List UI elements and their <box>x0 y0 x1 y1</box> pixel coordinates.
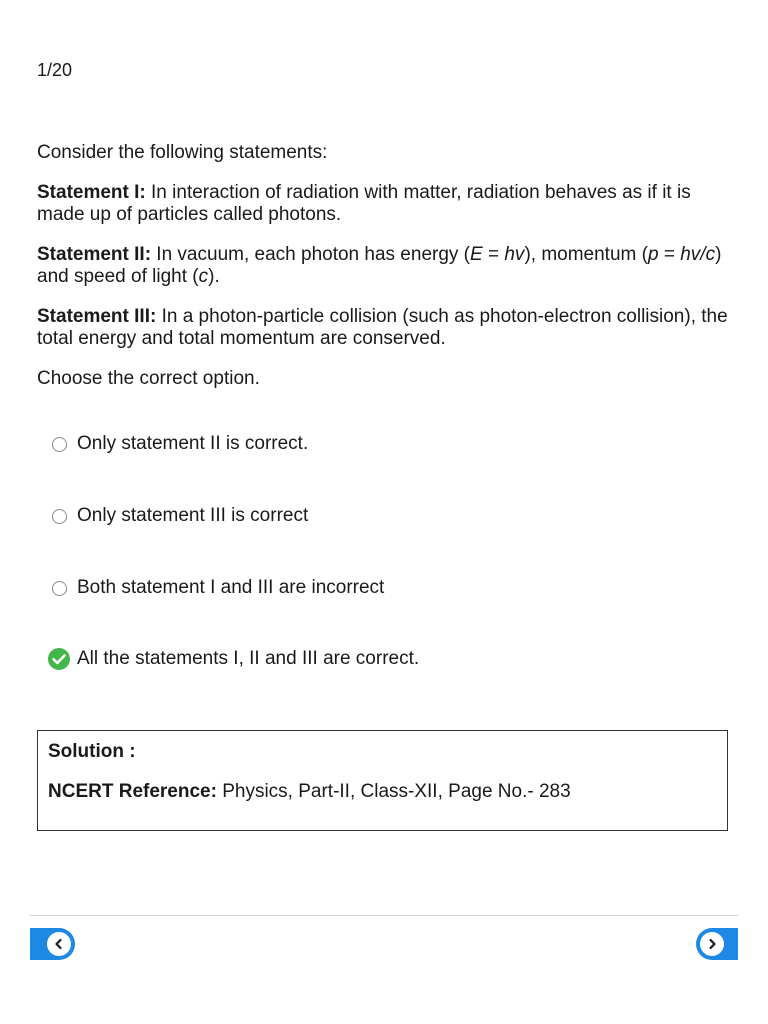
solution-title: Solution : <box>48 741 136 762</box>
symbol-c: c <box>705 244 716 265</box>
ncert-reference <box>48 781 571 803</box>
option-4[interactable] <box>47 647 419 671</box>
symbol-c-2: c <box>198 266 209 287</box>
radio-unselected-icon[interactable] <box>52 581 67 596</box>
option-1[interactable] <box>47 433 308 455</box>
chevron-right-icon[interactable] <box>700 932 724 956</box>
question-prompt: Choose the correct option. <box>37 368 260 389</box>
statement-3-text: In a photon-particle collision (such as photon-electron collision), the total energy and total momentum are conserved. <box>37 306 728 349</box>
check-circle-icon[interactable] <box>47 647 71 671</box>
symbol-hv: hv <box>504 244 525 265</box>
statement-2-text-3: ) and speed of light ( <box>37 244 722 287</box>
symbol-p: p <box>647 244 659 265</box>
symbol-hv-2: hv <box>680 244 701 265</box>
statement-2-text-1: In vacuum, each photon has energy ( <box>151 244 471 265</box>
option-1-label: Only statement II is correct. <box>77 433 309 454</box>
equals-2: = <box>658 244 681 265</box>
option-2[interactable] <box>47 505 308 527</box>
option-2-label: Only statement III is correct <box>77 505 309 526</box>
question-counter: 1/20 <box>37 60 73 80</box>
statement-1 <box>37 182 737 226</box>
radio-unselected-icon[interactable] <box>52 509 67 524</box>
solution-box <box>37 730 728 831</box>
statement-1-text: In interaction of radiation with matter, radiation behaves as if it is made up of particles called photons. <box>37 182 691 225</box>
previous-button[interactable] <box>30 928 75 960</box>
statement-1-label: Statement I: <box>37 182 146 203</box>
symbol-e: E <box>470 244 483 265</box>
footer-divider <box>30 915 738 916</box>
chevron-left-icon[interactable] <box>47 932 71 956</box>
next-button[interactable] <box>696 928 738 960</box>
statement-3-label: Statement III: <box>37 306 157 327</box>
question-intro: Consider the following statements: <box>37 142 328 163</box>
statement-3 <box>37 306 737 350</box>
option-4-label: All the statements I, II and III are correct. <box>77 648 420 669</box>
statement-2-text-2: ), momentum ( <box>524 244 648 265</box>
statement-2 <box>37 244 737 288</box>
reference-text: Physics, Part-II, Class-XII, Page No.- 283 <box>216 781 571 802</box>
equals-1: = <box>482 244 505 265</box>
statement-2-text-4: ). <box>208 266 220 287</box>
statement-2-label: Statement II: <box>37 244 152 265</box>
option-3-label: Both statement I and III are incorrect <box>77 577 385 598</box>
radio-unselected-icon[interactable] <box>52 437 67 452</box>
option-3[interactable] <box>47 577 384 599</box>
slash: / <box>700 244 706 265</box>
reference-label: NCERT Reference: <box>48 781 217 802</box>
